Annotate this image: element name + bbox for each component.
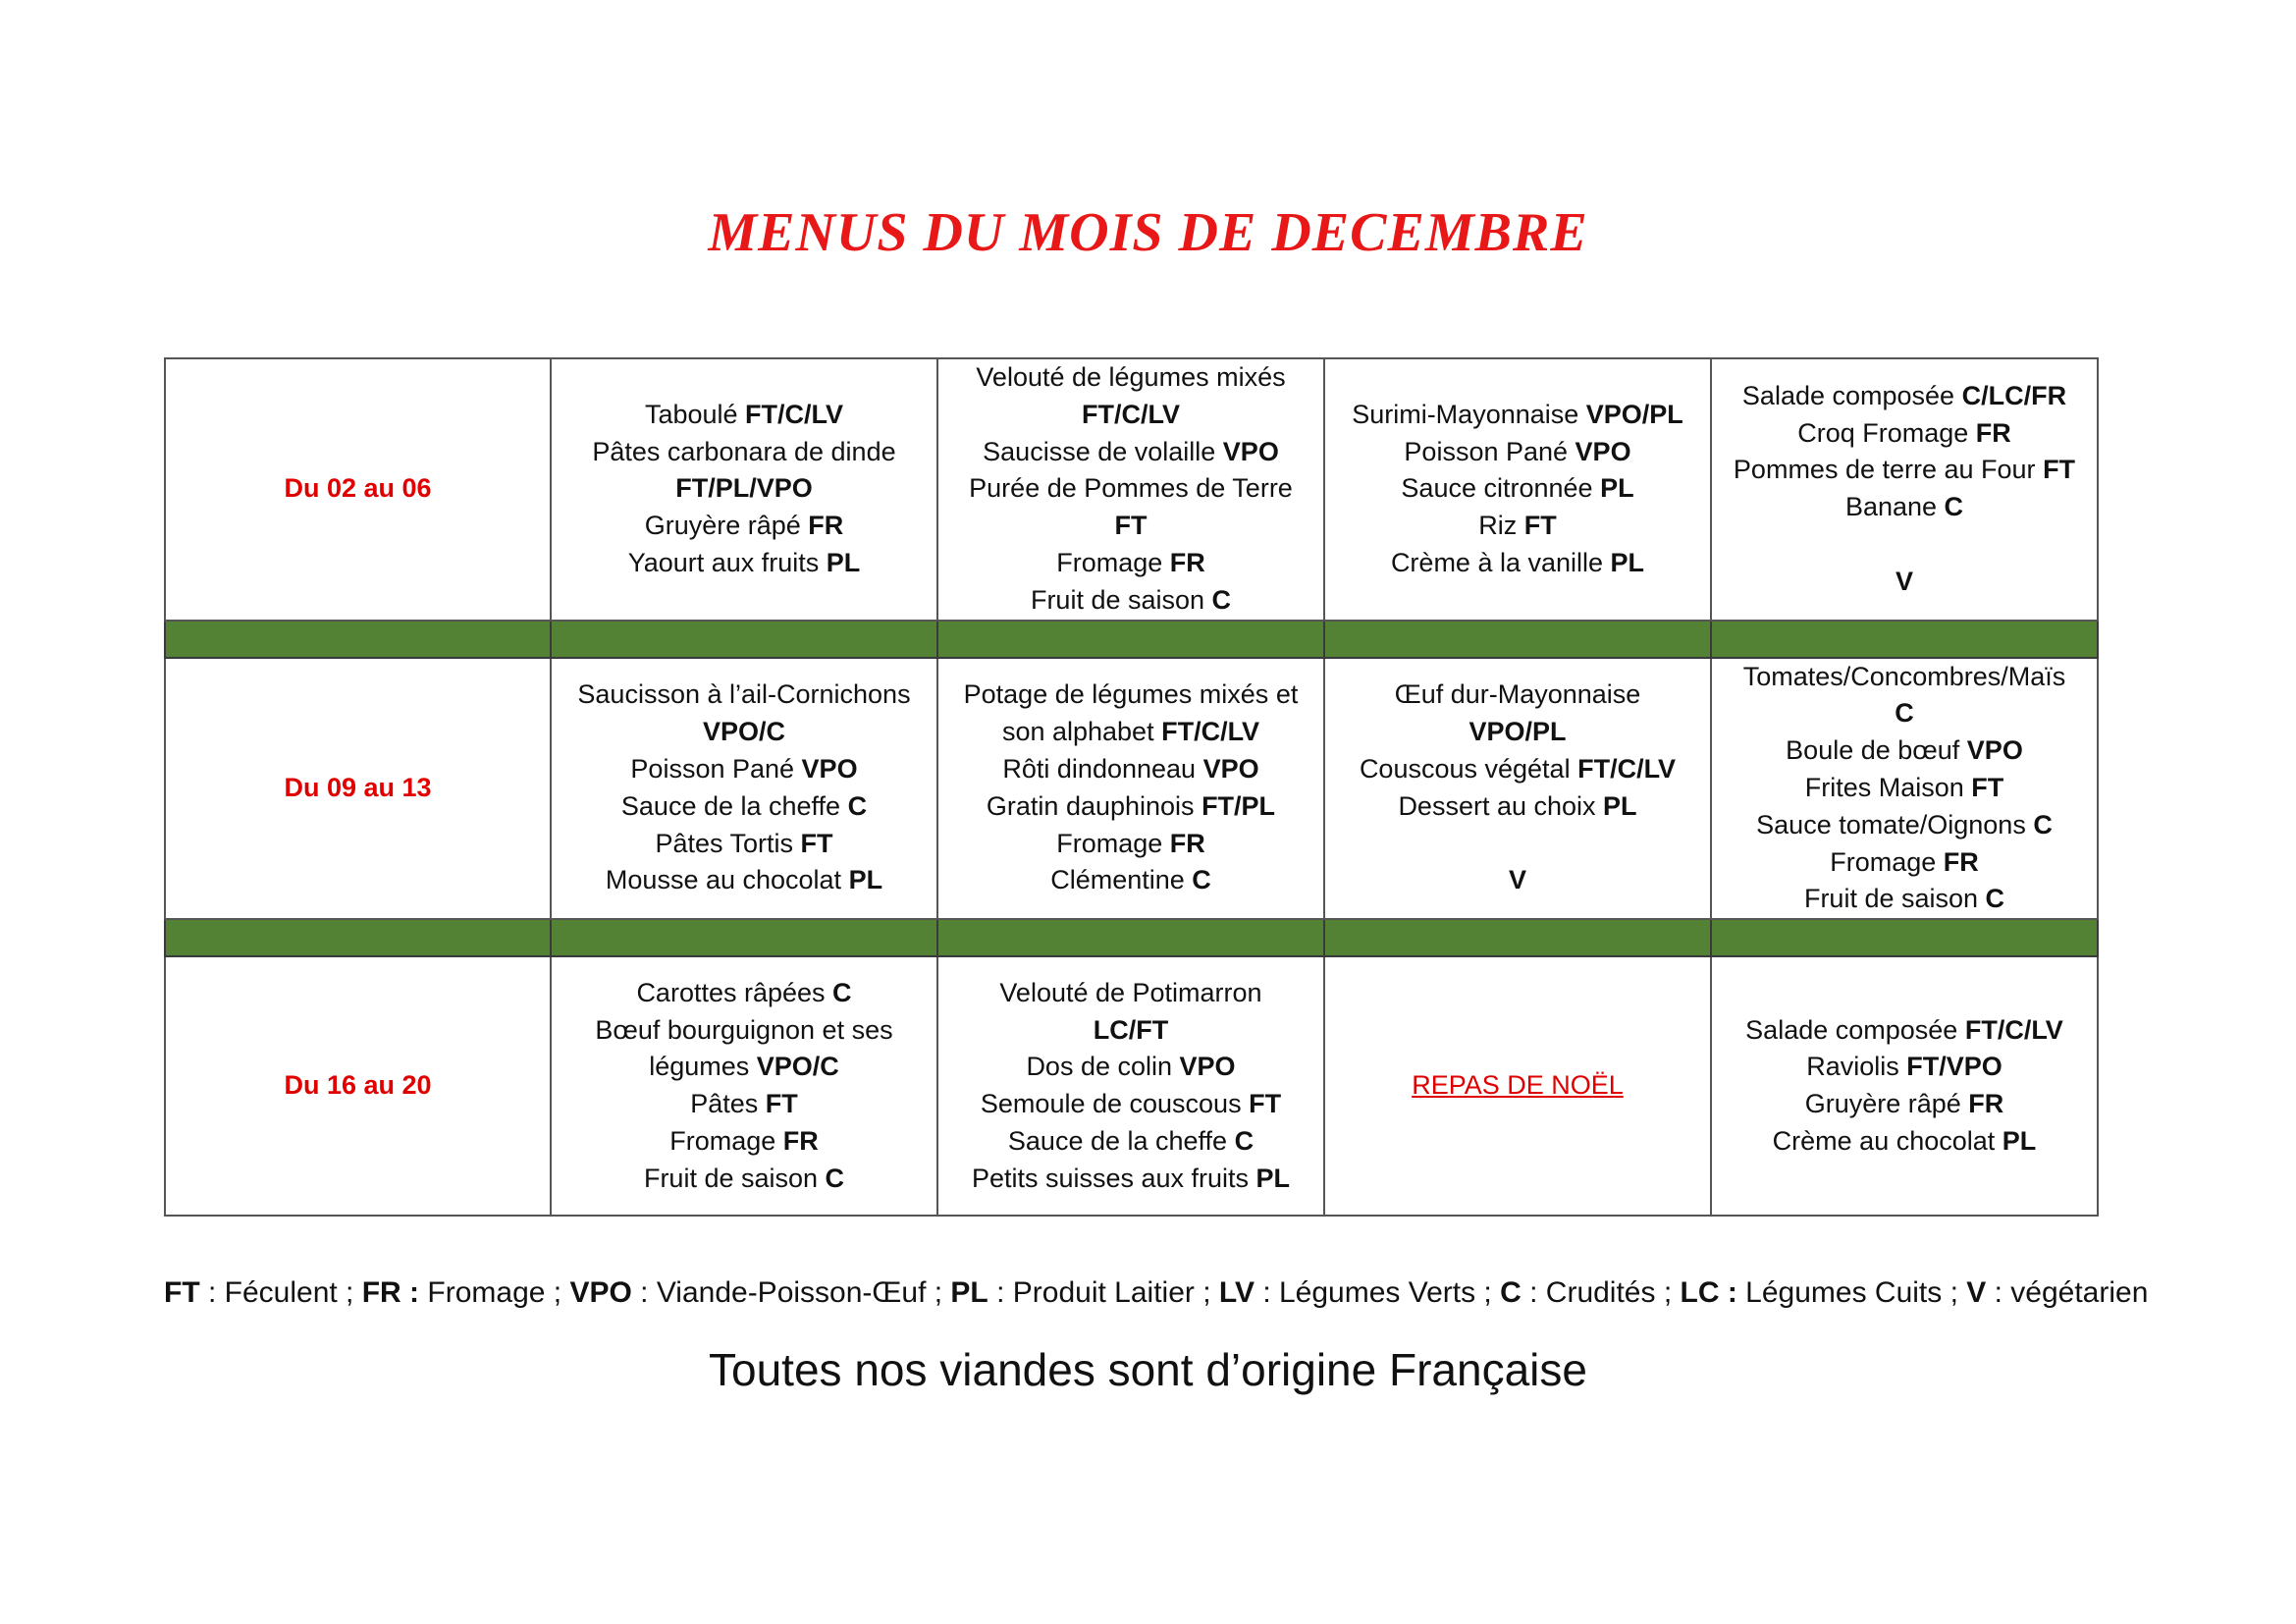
nutrition-code: VPO: [801, 754, 858, 785]
menu-item: [942, 508, 1319, 545]
menu-item: [556, 545, 933, 582]
nutrition-code: VPO/PL: [1468, 717, 1567, 747]
nutrition-code: C: [825, 1163, 845, 1193]
legend-item: [362, 1276, 570, 1309]
nutrition-code: FT/C/LV: [1082, 399, 1180, 429]
dish-name: Dessert au choix: [1398, 790, 1604, 821]
menu-item: [1716, 881, 2093, 918]
legend-label: : Viande-Poisson-Œuf ;: [631, 1276, 951, 1309]
dish-name: Fromage: [669, 1125, 783, 1156]
dish-name: Carottes râpées: [636, 977, 833, 1007]
dish-name: Yaourt aux fruits: [627, 547, 827, 577]
week-label: Du 16 au 20: [165, 956, 551, 1216]
separator-cell: [1324, 919, 1711, 956]
nutrition-code: FT: [1249, 1089, 1282, 1119]
menu-item: [1716, 489, 2093, 526]
menu-item: [942, 434, 1319, 471]
menu-item: [556, 1012, 933, 1050]
dish-name: Boule de bœuf: [1786, 735, 1967, 766]
menu-item: [942, 975, 1319, 1012]
dish-name: Sauce citronnée: [1401, 473, 1601, 504]
dish-name: Bœuf bourguignon et ses: [595, 1014, 893, 1045]
dish-name: légumes: [649, 1052, 757, 1082]
menu-item: [942, 1049, 1319, 1086]
menu-item: [1329, 545, 1706, 582]
nutrition-code: VPO: [1966, 735, 2023, 766]
nutrition-code: VPO: [1222, 436, 1279, 466]
dish-name: Crème à la vanille: [1390, 547, 1611, 577]
menu-item: [1716, 415, 2093, 453]
dish-name: Croq Fromage: [1797, 417, 1976, 448]
day-menu-cell: [937, 358, 1324, 621]
nutrition-code: FR: [1169, 547, 1205, 577]
menu-item: [1329, 677, 1706, 714]
dish-name: Poisson Pané: [1404, 436, 1575, 466]
dish-name: Taboulé: [644, 399, 746, 429]
menu-item: [556, 862, 933, 899]
menu-item: [1716, 770, 2093, 807]
legend-item: [950, 1276, 1218, 1309]
dish-name: Sauce de la cheffe: [620, 790, 848, 821]
nutrition-code: C: [1234, 1125, 1255, 1156]
legend-label: : Légumes Verts ;: [1254, 1276, 1501, 1309]
origin-note: Toutes nos viandes sont d’origine Française: [709, 1344, 1587, 1395]
dish-name: Potage de légumes mixés et: [963, 679, 1299, 710]
separator-cell: [165, 621, 551, 658]
dish-name: Purée de Pommes de Terre: [969, 473, 1293, 504]
page-title: MENUS DU MOIS DE DECEMBRE: [708, 202, 1588, 263]
menu-item: [942, 788, 1319, 826]
day-menu-cell: [937, 658, 1324, 920]
menu-item: [1716, 1086, 2093, 1123]
week-row: [165, 658, 2098, 920]
dish-name: Fruit de saison: [643, 1163, 826, 1193]
nutrition-code: C: [1944, 492, 1964, 522]
menu-item: [556, 975, 933, 1012]
dish-name: Surimi-Mayonnaise: [1352, 399, 1586, 429]
dish-name: Pommes de terre au Four: [1733, 455, 2044, 485]
separator-cell: [937, 919, 1324, 956]
dish-name: Œuf dur-Mayonnaise: [1394, 679, 1641, 710]
nutrition-code: C: [847, 790, 868, 821]
menu-item: [556, 397, 933, 434]
legend-code: LV: [1218, 1276, 1255, 1309]
separator-cell: [937, 621, 1324, 658]
menu-item: [942, 397, 1319, 434]
menu-item: [942, 470, 1319, 508]
dish-name: Pâtes: [690, 1089, 766, 1119]
nutrition-code: PL: [1610, 547, 1645, 577]
menu-item: [556, 788, 933, 826]
menu-table-body: [165, 358, 2098, 1216]
nutrition-code: FT/C/LV: [1577, 754, 1677, 785]
menu-item: [556, 1123, 933, 1161]
dish-name: Semoule de couscous: [980, 1089, 1250, 1119]
menu-item: [1716, 1049, 2093, 1086]
day-menu-cell: [1711, 956, 2098, 1216]
legend-label: : Crudités ;: [1521, 1276, 1681, 1309]
nutrition-code: PL: [826, 547, 861, 577]
dish-name: Tomates/Concombres/Maïs: [1742, 661, 2066, 691]
nutrition-code: VPO/C: [702, 717, 786, 747]
nutrition-code: FT/C/LV: [745, 399, 844, 429]
nutrition-code: VPO: [1179, 1052, 1236, 1082]
menu-item: [942, 1123, 1319, 1161]
menu-item: [556, 434, 933, 471]
legend-code: C: [1500, 1276, 1522, 1309]
blank-line: [1329, 826, 1706, 863]
nutrition-code: FR: [782, 1125, 819, 1156]
day-menu-cell: [551, 358, 937, 621]
legend-code: V: [1966, 1276, 1987, 1309]
dish-name: Fromage: [1830, 846, 1944, 877]
dish-name: Fromage: [1056, 547, 1170, 577]
menu-item: [1329, 714, 1706, 751]
separator-cell: [551, 621, 937, 658]
menu-item: [1716, 659, 2093, 696]
nutrition-code: C: [1192, 865, 1211, 895]
blank-line: [1716, 526, 2093, 564]
nutrition-code: FT/C/LV: [1964, 1014, 2063, 1045]
week-label: Du 02 au 06: [165, 358, 551, 621]
legend-code: LC :: [1680, 1276, 1737, 1309]
nutrition-code: FT/VPO: [1906, 1052, 2002, 1082]
menu-item: [1716, 844, 2093, 882]
legend-label: : végétarien: [1986, 1276, 2149, 1309]
dish-name: Mousse au chocolat: [605, 865, 849, 895]
menu-item: [942, 714, 1319, 751]
menu-item: [1716, 378, 2093, 415]
dish-name: Riz: [1478, 511, 1524, 541]
menu-item: [1329, 508, 1706, 545]
dish-name: Dos de colin: [1026, 1052, 1180, 1082]
dish-name: Frites Maison: [1804, 772, 1972, 802]
day-menu-cell: [1324, 658, 1711, 920]
week-label: Du 09 au 13: [165, 658, 551, 920]
day-menu-cell: [1711, 358, 2098, 621]
menu-item: [1329, 470, 1706, 508]
nutrition-code: VPO/PL: [1585, 399, 1683, 429]
day-menu-cell: [937, 956, 1324, 1216]
separator-row: [165, 621, 2098, 658]
legend-code: VPO: [569, 1276, 632, 1309]
nutrition-code: C: [2033, 809, 2053, 839]
nutrition-code: C: [832, 977, 852, 1007]
menu-item: [942, 677, 1319, 714]
menu-item: [942, 862, 1319, 899]
nutrition-code: FR: [808, 511, 844, 541]
menu-item: [942, 826, 1319, 863]
nutrition-code: FT: [1523, 511, 1557, 541]
legend-item: [1219, 1276, 1500, 1309]
dish-name: Saucisse de volaille: [983, 436, 1223, 466]
nutrition-code: PL: [1600, 473, 1634, 504]
nutrition-code: FT: [1971, 772, 2004, 802]
legend-label: Fromage ;: [419, 1276, 570, 1309]
nutrition-code: PL: [1603, 790, 1637, 821]
dish-name: Rôti dindonneau: [1002, 754, 1203, 785]
nutrition-code: FT/PL: [1201, 790, 1276, 821]
dish-name: Pâtes carbonara de dinde: [592, 436, 896, 466]
menu-item: [1716, 1012, 2093, 1050]
dish-name: Clémentine: [1050, 865, 1193, 895]
menu-item: [556, 1086, 933, 1123]
menu-table: [164, 357, 2099, 1217]
menu-item: [942, 751, 1319, 788]
dish-name: Sauce tomate/Oignons: [1756, 809, 2034, 839]
legend-label: : Produit Laitier ;: [988, 1276, 1219, 1309]
menu-item: [942, 359, 1319, 397]
nutrition-code: V: [1895, 566, 1913, 596]
menu-item: [942, 1161, 1319, 1198]
dish-name: Gruyère râpé: [644, 511, 809, 541]
menu-item: [1716, 695, 2093, 732]
menu-item: [1329, 434, 1706, 471]
nutrition-code: FR: [1968, 1089, 2004, 1119]
dish-name: son alphabet: [1001, 717, 1162, 747]
nutrition-code: FR: [1943, 846, 1979, 877]
menu-item: [1716, 452, 2093, 489]
legend-item: [1966, 1276, 2148, 1309]
special-event-link[interactable]: [1329, 1067, 1706, 1105]
legend-label: : Féculent ;: [199, 1276, 362, 1309]
menu-item: [556, 751, 933, 788]
menu-item: [556, 470, 933, 508]
dish-name: Salade composée: [1745, 1014, 1965, 1045]
legend: [164, 1276, 2148, 1310]
separator-cell: [1711, 621, 2098, 658]
nutrition-code: PL: [848, 865, 883, 895]
nutrition-code: C/LC/FR: [1961, 380, 2067, 410]
menu-item: [1716, 732, 2093, 770]
legend-label: Légumes Cuits ;: [1736, 1276, 1967, 1309]
nutrition-code: FT/C/LV: [1161, 717, 1260, 747]
dish-name: REPAS DE NOËL: [1412, 1070, 1624, 1101]
dish-name: Salade composée: [1741, 380, 1962, 410]
menu-item: [556, 1049, 933, 1086]
separator-cell: [1711, 919, 2098, 956]
day-menu-cell: [1324, 358, 1711, 621]
separator-cell: [551, 919, 937, 956]
menu-item: [556, 677, 933, 714]
nutrition-code: FT/PL/VPO: [675, 473, 813, 504]
nutrition-code: FT: [800, 828, 833, 858]
nutrition-code: LC/FT: [1093, 1014, 1169, 1045]
dish-name: Velouté de légumes mixés: [976, 362, 1286, 392]
nutrition-code: FT: [1114, 511, 1148, 541]
nutrition-code: VPO/C: [756, 1052, 839, 1082]
day-menu-cell: [1324, 956, 1711, 1216]
menu-item: [556, 1161, 933, 1198]
menu-item: [1329, 751, 1706, 788]
week-row: [165, 956, 2098, 1216]
nutrition-code: FT: [765, 1089, 798, 1119]
nutrition-code: PL: [1255, 1163, 1291, 1193]
menu-item: [1329, 788, 1706, 826]
nutrition-code: C: [1211, 584, 1232, 615]
legend-item: [1681, 1276, 1967, 1309]
menu-item: [556, 714, 933, 751]
dish-name: Gratin dauphinois: [986, 790, 1202, 821]
dish-name: Crème au chocolat: [1772, 1125, 2002, 1156]
menu-item: [1716, 564, 2093, 601]
dish-name: Banane: [1844, 492, 1945, 522]
dish-name: Pâtes Tortis: [655, 828, 801, 858]
menu-item: [942, 582, 1319, 620]
legend-item: [1500, 1276, 1680, 1309]
menu-item: [1716, 1123, 2093, 1161]
legend-item: [569, 1276, 950, 1309]
legend-item: [164, 1276, 362, 1309]
nutrition-code: C: [1985, 884, 2005, 914]
nutrition-code: V: [1508, 865, 1526, 895]
day-menu-cell: [551, 658, 937, 920]
menu-item: [556, 508, 933, 545]
menu-item: [1716, 807, 2093, 844]
nutrition-code: VPO: [1575, 436, 1631, 466]
dish-name: Sauce de la cheffe: [1007, 1125, 1235, 1156]
nutrition-code: FT: [2043, 455, 2076, 485]
menu-item: [1329, 397, 1706, 434]
nutrition-code: VPO: [1202, 754, 1259, 785]
nutrition-code: PL: [2002, 1125, 2037, 1156]
dish-name: Fruit de saison: [1030, 584, 1212, 615]
nutrition-code: FR: [1169, 828, 1205, 858]
separator-cell: [165, 919, 551, 956]
legend-code: PL: [950, 1276, 988, 1309]
nutrition-code: FR: [1975, 417, 2011, 448]
separator-cell: [1324, 621, 1711, 658]
dish-name: Fromage: [1056, 828, 1170, 858]
menu-item: [942, 1086, 1319, 1123]
legend-code: FT: [164, 1276, 200, 1309]
nutrition-code: C: [1895, 698, 1914, 729]
dish-name: Poisson Pané: [630, 754, 802, 785]
dish-name: Raviolis: [1806, 1052, 1907, 1082]
menu-item: [556, 826, 933, 863]
dish-name: Saucisson à l’ail-Cornichons: [577, 679, 911, 710]
menu-item: [1329, 862, 1706, 899]
dish-name: Fruit de saison: [1803, 884, 1986, 914]
day-menu-cell: [1711, 658, 2098, 920]
dish-name: Petits suisses aux fruits: [971, 1163, 1256, 1193]
legend-code: FR :: [361, 1276, 420, 1309]
menu-item: [942, 545, 1319, 582]
dish-name: Couscous végétal: [1359, 754, 1578, 785]
dish-name: Gruyère râpé: [1804, 1089, 1969, 1119]
dish-name: Velouté de Potimarron: [999, 977, 1262, 1007]
day-menu-cell: [551, 956, 937, 1216]
menu-item: [942, 1012, 1319, 1050]
separator-row: [165, 919, 2098, 956]
week-row: [165, 358, 2098, 621]
